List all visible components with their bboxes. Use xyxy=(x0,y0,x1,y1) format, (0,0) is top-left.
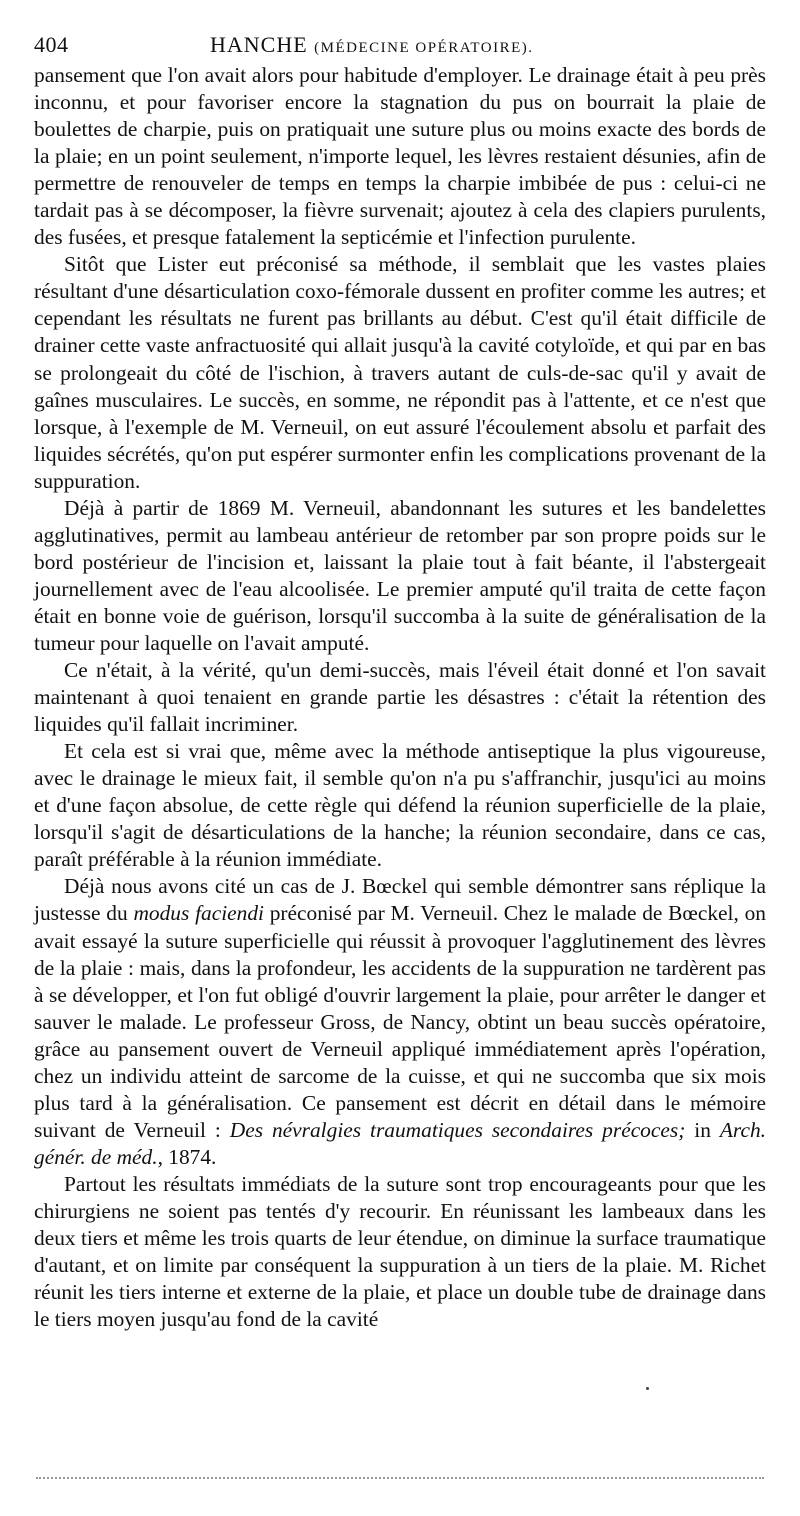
text-run: Et cela est si vrai que, même avec la méthode antiseptique la plus vigoureuse, avec le drainage le mieux fait, il semble qu'on n'a pu s'affranchir, jusqu'ici au moins et d'une façon absolue, de cette règle qui défend la réunion superficielle de la plaie, lorsqu'il s'agit de désarticulations de la hanche; la réunion secondaire, dans ce cas, paraît préférable à la réunion immédiate. xyxy=(34,739,766,872)
paragraph xyxy=(34,873,766,1171)
page-number: 404 xyxy=(34,32,69,57)
text-run: Partout les résultats immédiats de la suture sont trop encourageants pour que les chirurgiens ne soient pas tentés d'y recourir. En réunissant les lambeaux dans les deux tiers et même les trois quarts de leur étendue, on diminue la surface traumatique d'autant, et on limite par conséquent la suppuration à un tiers de la plaie. M. Richet réunit les tiers interne et externe de la plaie, et place un double tube de drainage dans le tiers moyen jusqu'au fond de la cavité xyxy=(34,1171,766,1332)
paragraph xyxy=(34,495,766,657)
italic-citation: Arch. génér. de méd. xyxy=(34,1117,766,1169)
text-run: Déjà nous avons cité un cas de J. Bœckel qui semble démontrer sans réplique la justesse du xyxy=(34,874,766,926)
paragraph xyxy=(34,251,766,494)
text-run: in xyxy=(685,1117,720,1142)
paragraph xyxy=(34,657,766,738)
running-head xyxy=(34,30,766,60)
paragraph xyxy=(34,1171,766,1333)
text-run: pansement que l'on avait alors pour habitude d'employer. Le drainage était à peu près inconnu, et pour favoriser encore la stagnation du pus on bourrait la plaie de boulettes de charpie, puis on pratiquait une suture plus ou moins exacte des bords de la plaie; en un point seulement, n'importe lequel, les lèvres restaient désunies, afin de permettre de renouveler de temps en temps la charpie imbibée de pus : celui-ci ne tardait pas à se décomposer, la fièvre survenait; ajoutez à cela des clapiers purulents, des fusées, et presque fatalement la septicémie et l'infection purulente. xyxy=(34,63,766,250)
text-run: Déjà à partir de 1869 M. Verneuil, abandonnant les sutures et les bandelettes agglutinatives, permit au lambeau antérieur de retomber par son propre poids sur le bord postérieur de l'incision et, laissant la plaie tout à fait béante, il l'abstergeait journellement avec de l'eau alcoolisée. Le premier amputé qu'il traita de cette façon était en bonne voie de guérison, lorsqu'il succomba à la suite de généralisation de la tumeur pour laquelle on l'avait amputé. xyxy=(34,495,766,655)
running-title xyxy=(210,30,534,63)
chapter-subtitle: (MÉDECINE OPÉRATOIRE). xyxy=(314,40,534,56)
body-text xyxy=(34,62,766,1333)
italic-citation: modus faciendi xyxy=(133,901,264,926)
paragraph xyxy=(34,62,766,251)
text-run: , 1874. xyxy=(157,1144,217,1169)
italic-citation: Des névralgies traumatiques secondaires précoces; xyxy=(229,1117,686,1142)
text-run: Ce n'était, à la vérité, qu'un demi-succès, mais l'éveil était donné et l'on savait maintenant à quoi tenaient en grande partie les désastres : c'était la rétention des liquides qu'il fallait incriminer. xyxy=(34,658,766,737)
paragraph xyxy=(34,738,766,873)
chapter-title: HANCHE xyxy=(210,32,308,57)
ink-speck xyxy=(646,1387,649,1390)
bottom-dotted-rule xyxy=(36,1477,764,1479)
text-run: préconisé par M. Verneuil. Chez le malade de Bœckel, on avait essayé la suture superficielle qui réussit à provoquer l'agglutinement des lèvres de la plaie : mais, dans la profondeur, les accidents de la suppuration ne tardèrent pas à se développer, et l'on fut obligé d'ouvrir largement la plaie, pour arrêter le danger et sauver le malade. Le professeur Gross, de Nancy, obtint un beau succès opératoire, grâce au pansement ouvert de Verneuil appliqué immédiatement après l'opération, chez un individu atteint de sarcome de la cuisse, et qui ne succomba que six mois plus tard à la généralisation. Ce pansement est décrit en détail dans le mémoire suivant de Verneuil : xyxy=(34,901,766,1142)
book-page xyxy=(34,30,766,1333)
text-run: Sitôt que Lister eut préconisé sa méthode, il semblait que les vastes plaies résultant d'une désarticulation coxo-fémorale dussent en profiter comme les autres; et cependant les résultats ne furent pas brillants au début. C'est qu'il était difficile de drainer cette vaste anfractuosité qui allait jusqu'à la cavité cotyloïde, et qui par en bas se prolongeait du côté de l'ischion, à travers autant de culs-de-sac qu'il y avait de gaînes musculaires. Le succès, en somme, ne répondit pas à l'attente, et ce n'est que lorsque, à l'exemple de M. Verneuil, on eut assuré l'écoulement absolu et parfait des liquides sécrétés, qu'on put espérer surmonter enfin les complications provenant de la suppuration. xyxy=(34,252,766,493)
